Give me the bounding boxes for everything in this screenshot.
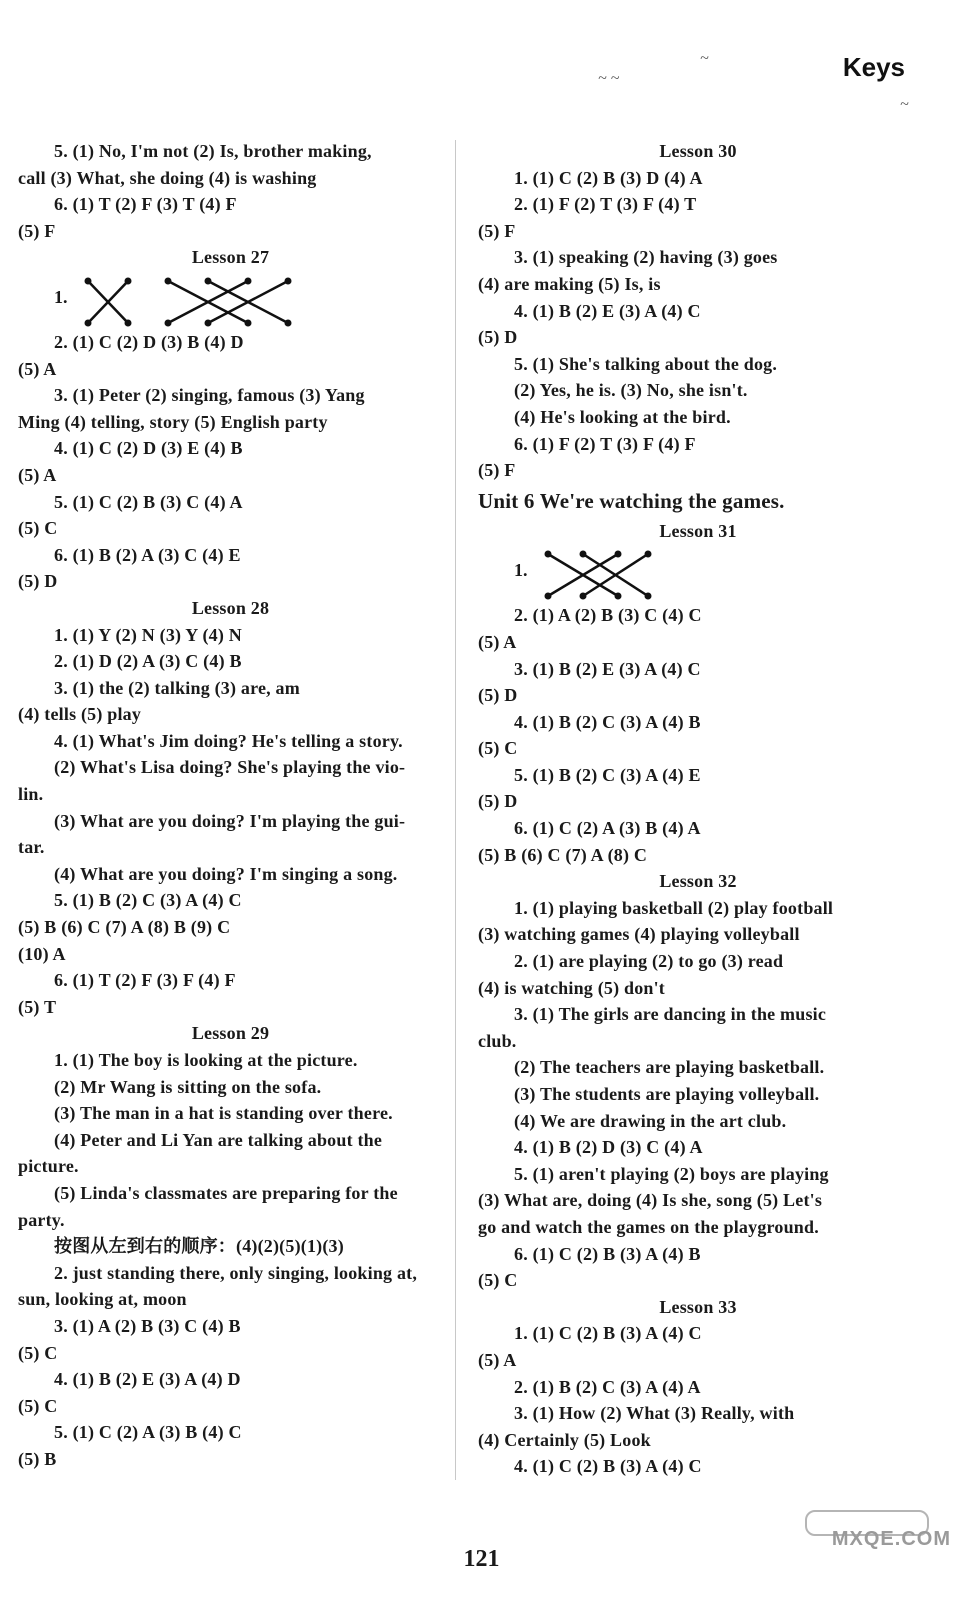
answer-line: 2. (1) A (2) B (3) C (4) C: [514, 605, 702, 626]
matching-dot: [645, 551, 652, 558]
answer-line: 4. (1) B (2) C (3) A (4) B: [514, 711, 701, 732]
answer-line: (5) C: [18, 1395, 58, 1416]
answer-line: (5) F: [478, 460, 516, 481]
answer-line: (5) D: [478, 685, 518, 706]
lesson-heading: Lesson 33: [659, 1296, 737, 1317]
answer-line: 2. (1) F (2) T (3) F (4) T: [514, 194, 697, 215]
answer-line: Ming (4) telling, story (5) English party: [18, 411, 328, 432]
watermark-text: MXQE.COM: [831, 1528, 951, 1550]
answer-line: (5) F: [18, 220, 56, 241]
matching-dot: [245, 277, 252, 284]
answer-line: (4) We are drawing in the art club.: [514, 1110, 787, 1131]
answer-line: (5) D: [478, 327, 518, 348]
answer-line: 6. (1) F (2) T (3) F (4) F: [514, 433, 696, 454]
answer-line: (2) What's Lisa doing? She's playing the vio-: [54, 757, 406, 778]
answer-column-left: [18, 138, 443, 1473]
answer-line: 2. (1) B (2) C (3) A (4) A: [514, 1376, 701, 1397]
answer-line: (5) B (6) C (7) A (8) C: [478, 844, 648, 865]
matching-exercise: [478, 544, 918, 602]
answer-line: 1. (1) Y (2) N (3) Y (4) N: [54, 624, 242, 645]
answer-line: 3. (1) The girls are dancing in the music: [514, 1004, 827, 1025]
answer-line: 1. (1) playing basketball (2) play football: [514, 897, 834, 918]
answer-line: (5) C: [478, 738, 518, 759]
answer-line: 6. (1) T (2) F (3) F (4) F: [54, 970, 236, 991]
answer-line: 2. just standing there, only singing, looking at,: [54, 1262, 418, 1283]
answer-line: 4. (1) B (2) E (3) A (4) C: [514, 300, 701, 321]
lesson-heading: Lesson 31: [659, 520, 737, 541]
answer-line: 5. (1) aren't playing (2) boys are playing: [514, 1163, 829, 1184]
answer-line: (5) D: [478, 791, 518, 812]
matching-dot: [545, 551, 552, 558]
answer-line: (3) watching games (4) playing volleyball: [478, 924, 800, 945]
answer-line: 3. (1) the (2) talking (3) are, am: [54, 677, 300, 698]
answer-line: 5. (1) B (2) C (3) A (4) C: [54, 890, 242, 911]
matching-lines-diagram: [78, 273, 308, 331]
answer-line: 5. (1) C (2) A (3) B (4) C: [54, 1422, 242, 1443]
answer-line: 按图从左到右的顺序：(4)(2)(5)(1)(3): [54, 1236, 344, 1257]
answer-line: (5) C: [478, 1270, 518, 1291]
answer-line: 4. (1) B (2) E (3) A (4) D: [54, 1369, 241, 1390]
answer-line: 6. (1) B (2) A (3) C (4) E: [54, 544, 241, 565]
answer-line: 2. (1) are playing (2) to go (3) read: [514, 951, 784, 972]
answer-line: (5) B: [18, 1448, 57, 1469]
matching-dot: [615, 593, 622, 600]
matching-dot: [85, 277, 92, 284]
answer-line: 4. (1) C (2) B (3) A (4) C: [514, 1456, 702, 1477]
answer-line: (4) tells (5) play: [18, 704, 142, 725]
answer-line: party.: [18, 1209, 65, 1230]
answer-line: (4) What are you doing? I'm singing a song.: [54, 863, 398, 884]
matching-dot: [165, 319, 172, 326]
answer-line: 1. (1) The boy is looking at the picture.: [54, 1050, 358, 1070]
answer-line: (4) Peter and Li Yan are talking about the: [54, 1129, 383, 1150]
answer-line: (4) is watching (5) don't: [478, 977, 666, 998]
answer-line: club.: [478, 1030, 517, 1051]
matching-dot: [580, 593, 587, 600]
answer-line: (3) What are you doing? I'm playing the gui-: [54, 810, 406, 831]
answer-line: 3. (1) B (2) E (3) A (4) C: [514, 658, 701, 679]
handwritten-scribble: ~ ~: [598, 70, 620, 87]
answer-line: picture.: [18, 1156, 79, 1177]
answer-line: (5) A: [478, 631, 517, 652]
answer-line: (2) The teachers are playing basketball.: [514, 1057, 825, 1078]
answer-line: (5) C: [18, 518, 58, 539]
matching-dot: [85, 319, 92, 326]
answer-line: (5) F: [478, 220, 516, 241]
answer-line: 6. (1) T (2) F (3) T (4) F: [54, 194, 237, 215]
answer-line: 5. (1) No, I'm not (2) Is, brother making,: [54, 141, 372, 161]
matching-lines-diagram: [538, 546, 658, 604]
matching-dot: [205, 277, 212, 284]
answer-line: (5) Linda's classmates are preparing for the: [54, 1182, 398, 1203]
answer-line: 6. (1) C (2) A (3) B (4) A: [514, 818, 701, 839]
answer-line: (5) A: [18, 464, 57, 485]
handwritten-scribble: ~: [900, 96, 909, 113]
matching-dot: [165, 277, 172, 284]
answer-line: (3) The students are playing volleyball.: [514, 1084, 820, 1104]
answer-line: (5) C: [18, 1342, 58, 1363]
answer-line: (3) The man in a hat is standing over there.: [54, 1103, 393, 1124]
answer-line: (5) D: [18, 571, 58, 592]
answer-line: tar.: [18, 837, 45, 858]
matching-dot: [580, 551, 587, 558]
answer-line: (4) Certainly (5) Look: [478, 1429, 651, 1450]
lesson-heading: Lesson 32: [659, 871, 737, 892]
handwritten-scribble: ~: [700, 50, 709, 67]
matching-dot: [645, 593, 652, 600]
answer-line: 1. (1) C (2) B (3) D (4) A: [514, 167, 703, 188]
answer-line: (5) A: [18, 358, 57, 379]
exercise-number: 1.: [514, 560, 528, 581]
answer-line: sun, looking at, moon: [18, 1289, 187, 1310]
matching-exercise: [18, 271, 443, 329]
keys-header-title: Keys: [842, 52, 905, 82]
answer-line: 4. (1) C (2) D (3) E (4) B: [54, 438, 243, 459]
matching-dot: [125, 319, 132, 326]
answer-column-right: [478, 138, 918, 1480]
lesson-heading: Lesson 27: [191, 247, 270, 268]
answer-line: 2. (1) D (2) A (3) C (4) B: [54, 651, 242, 672]
answer-line: 3. (1) speaking (2) having (3) goes: [514, 247, 778, 268]
answer-line: (5) B (6) C (7) A (8) B (9) C: [18, 917, 231, 938]
exercise-number: 1.: [54, 286, 68, 307]
answer-line: (10) A: [18, 943, 66, 964]
answer-line: (2) Yes, he is. (3) No, she isn't.: [514, 380, 748, 401]
matching-dot: [245, 319, 252, 326]
answer-line: 5. (1) B (2) C (3) A (4) E: [514, 764, 701, 785]
answer-line: 5. (1) C (2) B (3) C (4) A: [54, 491, 243, 512]
lesson-heading: Lesson 30: [659, 141, 737, 161]
matching-dot: [285, 277, 292, 284]
answer-line: 6. (1) C (2) B (3) A (4) B: [514, 1243, 701, 1264]
answer-line: 3. (1) How (2) What (3) Really, with: [514, 1403, 795, 1424]
matching-dot: [545, 593, 552, 600]
answer-line: 3. (1) A (2) B (3) C (4) B: [54, 1315, 241, 1336]
answer-line: 5. (1) She's talking about the dog.: [514, 353, 778, 374]
answer-line: (5) T: [18, 996, 57, 1017]
page-number: 121: [463, 1546, 500, 1572]
answer-line: (4) He's looking at the bird.: [514, 406, 731, 427]
answer-line: go and watch the games on the playground.: [478, 1216, 819, 1237]
matching-dot: [205, 319, 212, 326]
matching-dot: [125, 277, 132, 284]
matching-dot: [615, 551, 622, 558]
answer-line: (4) are making (5) Is, is: [478, 273, 661, 294]
answer-line: call (3) What, she doing (4) is washing: [18, 167, 317, 188]
lesson-heading: Lesson 28: [191, 597, 270, 618]
answer-line: 4. (1) B (2) D (3) C (4) A: [514, 1137, 703, 1158]
answer-line: 1. (1) C (2) B (3) A (4) C: [514, 1323, 702, 1344]
answer-line: (3) What are, doing (4) Is she, song (5) Let's: [478, 1190, 823, 1211]
answer-line: (5) A: [478, 1349, 517, 1370]
answer-line: 2. (1) C (2) D (3) B (4) D: [54, 331, 244, 352]
matching-dot: [285, 319, 292, 326]
answer-line: 4. (1) What's Jim doing? He's telling a story.: [54, 730, 403, 751]
column-divider: [455, 140, 456, 1480]
answer-line: 3. (1) Peter (2) singing, famous (3) Yang: [54, 385, 365, 406]
answer-line: lin.: [18, 784, 44, 805]
unit-heading: Unit 6 We're watching the games.: [478, 488, 785, 513]
lesson-heading: Lesson 29: [191, 1023, 270, 1044]
answer-line: (2) Mr Wang is sitting on the sofa.: [54, 1076, 322, 1097]
